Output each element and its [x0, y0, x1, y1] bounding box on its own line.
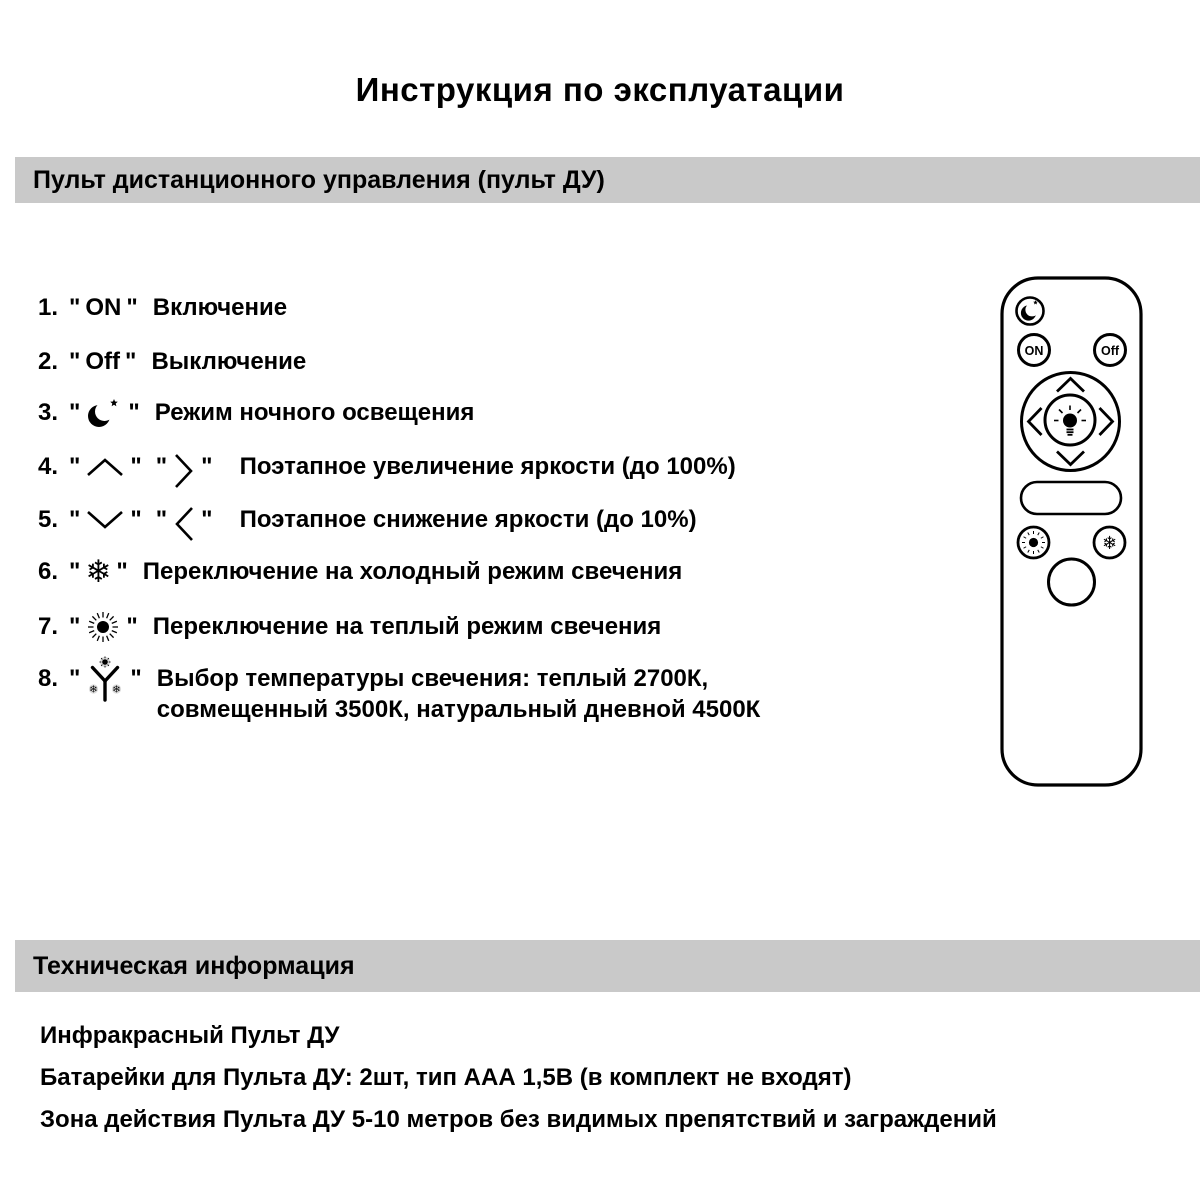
quote-mark: " [155, 453, 168, 480]
item-text: Включение [152, 294, 288, 321]
page-title: Инструкция по эксплуатации [355, 71, 845, 108]
on-button-label: ON [1024, 344, 1044, 358]
quote-mark: " [130, 453, 142, 480]
quote-mark: " [126, 613, 138, 640]
tech-info-line-2: Батарейки для Пульта ДУ: 2шт, тип ААА 1,5В (в комплект не входят) [40, 1064, 852, 1091]
instruction-item-1 [38, 290, 287, 326]
tech-info-line-3: Зона действия Пульта ДУ 5-10 метров без видимых препятствий и заграждений [40, 1106, 997, 1133]
mini-snowflake-icon: ❄ [89, 684, 99, 696]
item-text: Поэтапное снижение яркости (до 10%) [239, 506, 697, 533]
item-text: Поэтапное увеличение яркости (до 100%) [239, 453, 736, 480]
item-number: 6. [38, 558, 59, 585]
section-header-remote-label: Пульт дистанционного управления (пульт ДУ) [33, 165, 605, 194]
sun-icon [85, 609, 121, 645]
snowflake-icon: ❄ [1101, 533, 1118, 554]
off-label: Off [85, 348, 121, 375]
quote-mark: " [130, 506, 142, 533]
quote-mark: " [201, 453, 213, 480]
mini-snowflake-icon: ❄ [112, 684, 122, 696]
chevron-left-icon [172, 505, 196, 543]
instruction-item-5 [38, 502, 697, 538]
quote-mark: " [130, 664, 142, 692]
item-number: 8. [38, 664, 59, 692]
moon-icon [85, 396, 123, 430]
section-header-tech-label: Техническая информация [33, 951, 355, 980]
item-text: Переключение на холодный режим свечения [142, 558, 683, 585]
item-text: Выключение [151, 348, 307, 375]
quote-mark: " [69, 294, 81, 321]
quote-mark: " [125, 348, 137, 375]
section-header-remote [15, 157, 1200, 203]
off-button-label: Off [1100, 344, 1120, 358]
warm-mode-button [1018, 527, 1049, 558]
item-text-line-2: совмещенный 3500К, натуральный дневной 4500К [156, 696, 761, 723]
instruction-item-4 [38, 449, 736, 485]
quote-mark: " [69, 613, 81, 640]
item-number: 5. [38, 506, 59, 533]
instruction-item-6 [38, 554, 682, 590]
item-number: 4. [38, 453, 59, 480]
quote-mark: " [126, 294, 138, 321]
item-number: 3. [38, 399, 59, 426]
quote-mark: " [69, 348, 81, 375]
item-text: Переключение на теплый режим свечения [152, 613, 662, 640]
chevron-right-icon [172, 452, 196, 490]
instruction-item-3 [38, 395, 474, 431]
quote-mark: " [69, 506, 81, 533]
instruction-item-7 [38, 609, 661, 645]
chevron-down-icon [85, 509, 125, 531]
color-temperature-icon [85, 656, 125, 702]
tech-info-block [40, 1015, 997, 1141]
chevron-up-icon [85, 456, 125, 478]
section-header-tech [15, 940, 1200, 992]
item-number: 2. [38, 348, 59, 375]
item-text-block [157, 663, 761, 725]
quote-mark: " [116, 558, 128, 585]
quote-mark: " [69, 399, 81, 426]
tech-info-line-1: Инфракрасный Пульт ДУ [40, 1022, 340, 1049]
instruction-item-8 [38, 663, 760, 725]
remote-control-illustration [1000, 276, 1143, 787]
on-label: ON [85, 294, 122, 321]
quote-mark: " [201, 506, 213, 533]
item-text: Режим ночного освещения [154, 399, 475, 426]
instruction-item-2 [38, 344, 306, 380]
quote-mark: " [69, 664, 81, 692]
quote-mark: " [69, 558, 81, 585]
snowflake-icon: ❄ [85, 553, 112, 590]
item-number: 7. [38, 613, 59, 640]
quote-mark: " [155, 506, 168, 533]
item-number: 1. [38, 294, 59, 321]
quote-mark: " [69, 453, 81, 480]
quote-mark: " [128, 399, 140, 426]
item-text-line-1: Выбор температуры свечения: теплый 2700К, [156, 665, 709, 692]
